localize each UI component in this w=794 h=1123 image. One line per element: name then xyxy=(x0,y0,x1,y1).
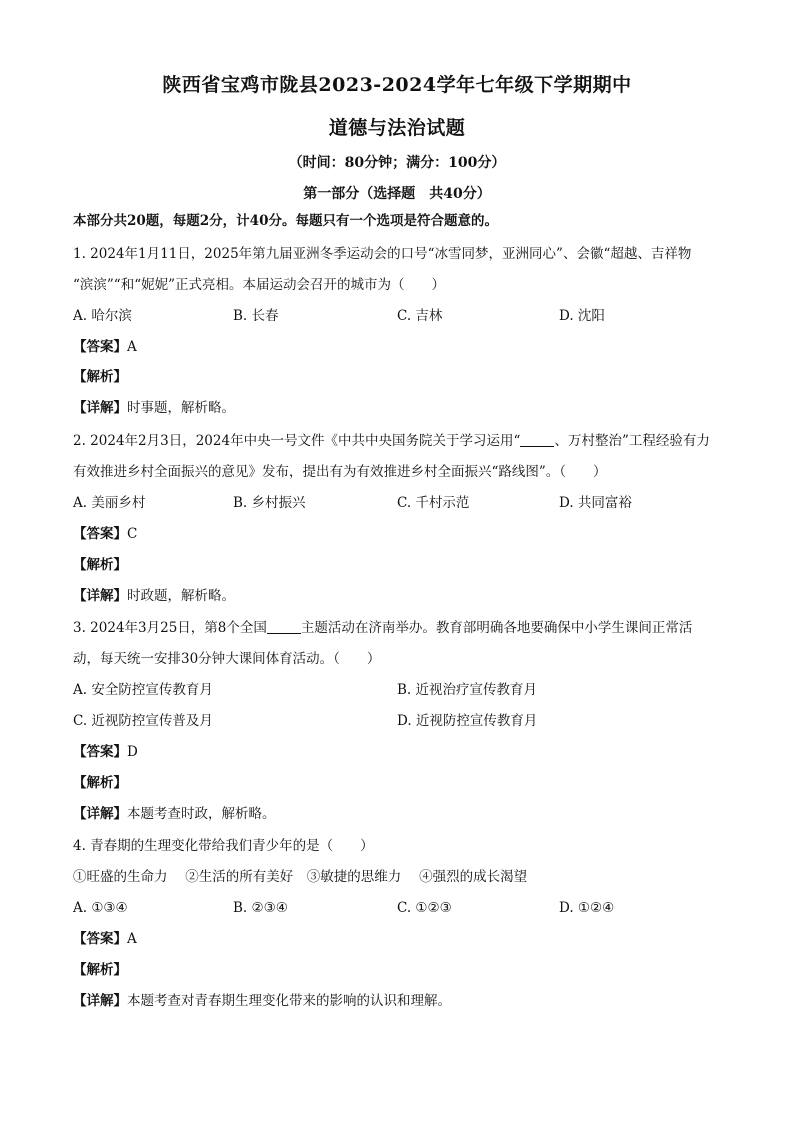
option-c: C. 吉林 xyxy=(397,308,443,324)
exam-title: 陕西省宝鸡市陇县2023-2024学年七年级下学期期中 xyxy=(162,74,632,96)
fill-blank xyxy=(520,432,554,447)
question-stem-line: “滨滨”“和“妮妮”正式亮相。本届运动会召开的城市为（ ） xyxy=(73,277,446,293)
stem-part: 、万村整治”工程经验有力 xyxy=(554,433,710,449)
detail-label: 【详解】 xyxy=(73,400,127,416)
question-stem-line xyxy=(73,618,733,638)
fill-blank xyxy=(267,619,301,634)
answer-line xyxy=(73,524,733,544)
detail-line xyxy=(73,586,733,606)
question-statements: ①旺盛的生命力 ②生活的所有美好 ③敏捷的思维力 ④强烈的成长渴望 xyxy=(73,869,528,885)
detail-text: 时事题，解析略。 xyxy=(127,400,235,416)
detail-text: 本题考查时政，解析略。 xyxy=(127,806,276,822)
option-c: C. 近视防控宣传普及月 xyxy=(73,713,213,729)
analysis-label: 【解析】 xyxy=(73,962,127,978)
option-a: A. 安全防控宣传教育月 xyxy=(73,682,213,698)
option-a: A. 哈尔滨 xyxy=(73,308,132,324)
answer-value: C xyxy=(127,526,138,542)
detail-label: 【详解】 xyxy=(73,806,127,822)
question-stem-line: 1. 2024年1月11日，2025年第九届亚洲冬季运动会的口号“冰雪同梦，亚洲同心”、会徽“超越、吉祥物 xyxy=(73,246,692,262)
option-b: B. ②③④ xyxy=(233,900,288,916)
option-d: D. 沈阳 xyxy=(559,308,605,324)
analysis-label: 【解析】 xyxy=(73,369,127,385)
analysis-label: 【解析】 xyxy=(73,775,127,791)
question-stem-line: 有效推进乡村全面振兴的意见》发布，提出有为有效推进乡村全面振兴“路线图”。（ ） xyxy=(73,464,607,480)
option-b: B. 长春 xyxy=(233,308,279,324)
answer-value: A xyxy=(127,931,137,947)
detail-text: 时政题，解析略。 xyxy=(127,588,235,604)
answer-label: 【答案】 xyxy=(73,931,127,947)
answer-line xyxy=(73,742,733,762)
question-stem-line: 动，每天统一安排30分钟大课间体育活动。（ ） xyxy=(73,651,381,667)
detail-line xyxy=(73,804,733,824)
option-a: A. ①③④ xyxy=(73,900,128,916)
stem-part: 主题活动在济南举办。教育部明确各地要确保中小学生课间正常活 xyxy=(300,620,693,636)
answer-line xyxy=(73,337,733,357)
answer-value: D xyxy=(127,744,138,760)
answer-label: 【答案】 xyxy=(73,744,127,760)
answer-label: 【答案】 xyxy=(73,526,127,542)
option-b: B. 乡村振兴 xyxy=(233,495,306,511)
answer-line xyxy=(73,929,733,949)
answer-label: 【答案】 xyxy=(73,339,127,355)
analysis-line xyxy=(73,773,733,793)
option-c: C. ①②③ xyxy=(397,900,452,916)
detail-label: 【详解】 xyxy=(73,993,127,1009)
option-a: A. 美丽乡村 xyxy=(73,495,146,511)
stem-part: 3. 2024年3月25日，第8个全国 xyxy=(73,620,267,636)
analysis-line xyxy=(73,367,733,387)
stem-part: 2. 2024年2月3日，2024年中央一号文件《中共中央国务院关于学习运用“ xyxy=(73,433,521,449)
answer-value: A xyxy=(127,339,137,355)
analysis-line xyxy=(73,960,733,980)
option-d: D. 共同富裕 xyxy=(559,495,632,511)
exam-time-info: （时间：80分钟；满分：100分） xyxy=(288,155,506,171)
part-instructions: 本部分共20题，每题2分，计40分。每题只有一个选项是符合题意的。 xyxy=(73,213,498,229)
option-c: C. 千村示范 xyxy=(397,495,470,511)
detail-text: 本题考查对青春期生理变化带来的影响的认识和理解。 xyxy=(127,993,451,1009)
option-d: D. ①②④ xyxy=(559,900,615,916)
question-stem-line: 4. 青春期的生理变化带给我们青少年的是（ ） xyxy=(73,838,374,854)
detail-line xyxy=(73,991,733,1011)
option-d: D. 近视防控宣传教育月 xyxy=(397,713,538,729)
question-stem-line xyxy=(73,431,733,451)
exam-subject-title: 道德与法治试题 xyxy=(328,117,466,139)
detail-label: 【详解】 xyxy=(73,588,127,604)
part-title: 第一部分（选择题 共40分） xyxy=(303,186,491,202)
analysis-label: 【解析】 xyxy=(73,557,127,573)
detail-line xyxy=(73,398,733,418)
analysis-line xyxy=(73,555,733,575)
option-b: B. 近视治疗宣传教育月 xyxy=(397,682,538,698)
